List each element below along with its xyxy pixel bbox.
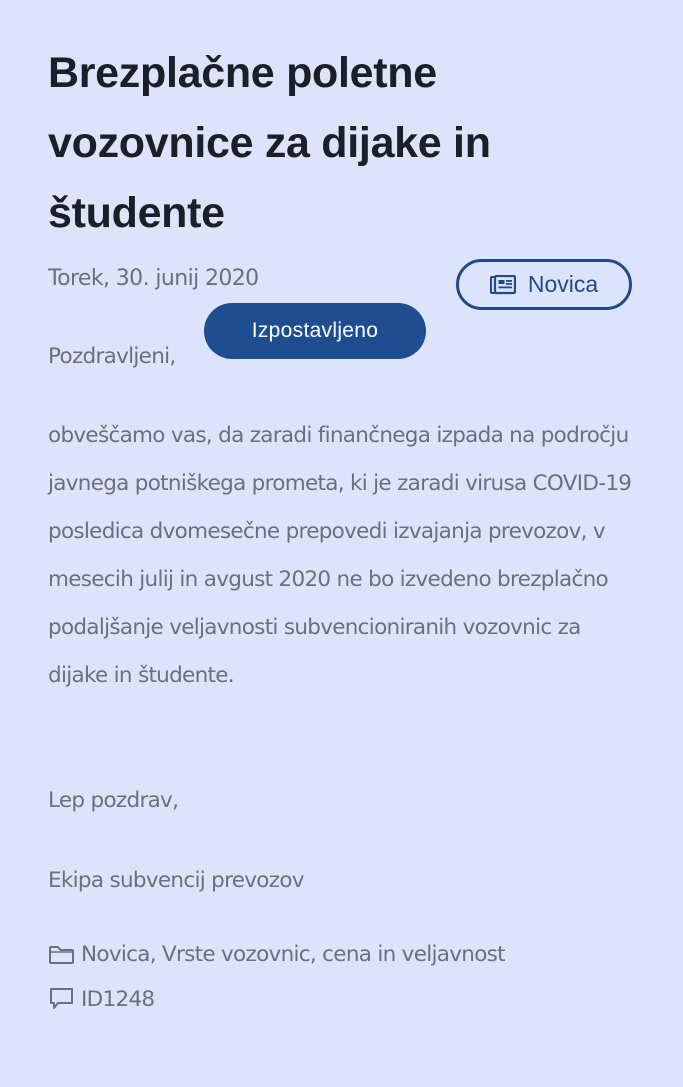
newspaper-icon bbox=[490, 275, 516, 295]
category-badge-label: Novica bbox=[527, 271, 599, 297]
category-badge-link[interactable] bbox=[456, 259, 632, 310]
greeting-text: Pozdravljeni, bbox=[48, 344, 176, 369]
meta-categories bbox=[48, 942, 505, 967]
article-date: Torek, 30. junij 2020 bbox=[48, 266, 259, 291]
article-title: Brezplačne poletne vozovnice za dijake in študente bbox=[48, 49, 491, 237]
team-signature: Ekipa subvencij prevozov bbox=[48, 868, 304, 893]
signoff-text: Lep pozdrav, bbox=[48, 788, 179, 813]
meta-categories-links[interactable]: Novica, Vrste vozovnic, cena in veljavnost bbox=[81, 942, 505, 967]
meta-id-text: ID1248 bbox=[81, 986, 155, 1012]
folder-icon bbox=[48, 944, 75, 966]
comment-icon bbox=[48, 986, 75, 1012]
featured-badge: Izpostavljeno bbox=[204, 303, 426, 359]
meta-id bbox=[48, 986, 154, 1012]
body-paragraph: obveščamo vas, da zaradi finančnega izpada na področju javnega potniškega prometa, ki je zaradi virusa COVID-19 posledica dvomesečne prepovedi izvajanja prevozov, v mesecih julij in avgust 2020 ne bo izvedeno brezplačno podaljšanje veljavnosti subvencioniranih vozovnic za dijake in študente. bbox=[48, 423, 632, 688]
